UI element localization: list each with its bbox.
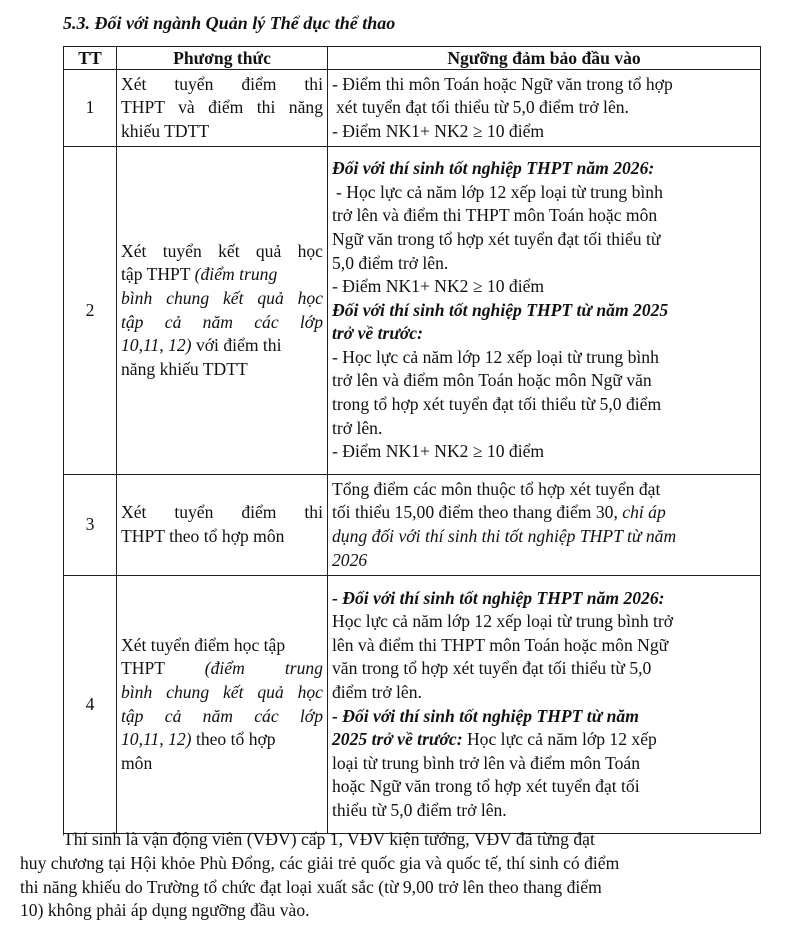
threshold-line: xét tuyển đạt tối thiểu từ 5,0 điểm trở lên.	[336, 97, 629, 118]
admission-method	[117, 576, 328, 834]
method-text-italic: (điểm trung	[204, 658, 323, 679]
threshold-line: thiểu từ 5,0 điểm trở lên.	[332, 799, 507, 820]
threshold-line: trở lên.	[332, 417, 383, 438]
threshold-line: loại từ trung bình trở lên và điểm môn Toán	[332, 752, 641, 773]
entry-threshold	[328, 70, 761, 147]
threshold-line: 5,0 điểm trở lên.	[332, 252, 449, 273]
threshold-line: - Học lực cả năm lớp 12 xếp loại từ trung bình	[336, 181, 663, 202]
threshold-subheading: - Đối với thí sinh tốt nghiệp THPT từ năm	[332, 705, 639, 726]
method-line: tập cả năm các lớp	[121, 705, 323, 726]
threshold-line: - Điểm NK1+ NK2 ≥ 10 điểm	[332, 441, 545, 462]
header-tt: TT	[64, 47, 117, 70]
method-line: THPT và điểm thi năng	[121, 97, 323, 118]
method-line	[121, 728, 323, 752]
method-line	[121, 263, 323, 287]
note-line: huy chương tại Hội khỏe Phù Đổng, các giải trẻ quốc gia và quốc tế, thí sinh có điểm	[20, 852, 620, 873]
threshold-text: tối thiểu 15,00 điểm theo thang điểm 30,	[332, 502, 618, 523]
threshold-line: - Học lực cả năm lớp 12 xếp loại từ trung bình	[332, 346, 659, 367]
row-number: 3	[64, 475, 117, 576]
table-header-row	[64, 47, 761, 70]
method-line: khiếu TDTT	[121, 120, 210, 141]
method-line: bình chung kết quả học	[121, 681, 323, 702]
threshold-text: Học lực cả năm lớp 12 xếp	[466, 729, 657, 750]
method-text: với điểm thi	[195, 335, 282, 356]
threshold-line: 2026	[332, 549, 368, 570]
method-line	[121, 334, 323, 358]
table-row	[64, 70, 761, 147]
threshold-line: dụng đối với thí sinh thi tốt nghiệp THPT từ năm	[332, 526, 677, 546]
method-line: Xét tuyển điểm thi	[121, 502, 323, 523]
threshold-subheading: Đối với thí sinh tốt nghiệp THPT từ năm 2025	[332, 299, 669, 320]
method-line: THPT theo tổ hợp môn	[121, 526, 285, 546]
threshold-text-italic: chỉ áp	[622, 502, 666, 523]
threshold-subheading: - Đối với thí sinh tốt nghiệp THPT năm 2026:	[332, 587, 665, 608]
method-line: môn	[121, 752, 153, 773]
method-line: Xét tuyển điểm thi	[121, 73, 323, 94]
threshold-line: trong tổ hợp xét tuyển đạt tối thiểu từ 5,0 điểm	[332, 394, 662, 415]
method-line: bình chung kết quả học	[121, 287, 323, 308]
note-line: Thí sinh là vận động viên (VĐV) cấp 1, VĐV kiện tướng, VĐV đã từng đạt	[63, 829, 595, 849]
threshold-line: hoặc Ngữ văn trong tổ hợp xét tuyển đạt tối	[332, 776, 640, 797]
method-line	[121, 657, 323, 681]
header-method: Phương thức	[117, 47, 328, 70]
method-text: theo tổ hợp	[195, 729, 276, 750]
threshold-line: - Điểm thi môn Toán hoặc Ngữ văn trong tổ hợp	[332, 73, 673, 94]
threshold-line: trở lên và điểm thi THPT môn Toán hoặc môn	[332, 205, 658, 226]
threshold-line: điểm trở lên.	[332, 681, 422, 702]
table-row	[64, 147, 761, 475]
method-line: tập cả năm các lớp	[121, 311, 323, 332]
table-row	[64, 475, 761, 576]
note-line: 10) không phải áp dụng ngưỡng đầu vào.	[20, 900, 310, 921]
threshold-line: - Điểm NK1+ NK2 ≥ 10 điểm	[332, 276, 545, 297]
threshold-line	[332, 728, 756, 752]
threshold-subheading-inline: 2025 trở về trước:	[332, 729, 463, 750]
method-line: Xét tuyển điểm học tập	[121, 634, 286, 655]
threshold-line: - Điểm NK1+ NK2 ≥ 10 điểm	[332, 120, 545, 141]
header-threshold: Ngưỡng đảm bảo đầu vào	[328, 47, 761, 70]
row-number: 4	[64, 576, 117, 834]
method-text: THPT	[121, 658, 165, 679]
entry-threshold	[328, 475, 761, 576]
section-heading: 5.3. Đối với ngành Quản lý Thể dục thể thao	[63, 13, 396, 33]
threshold-line	[332, 501, 756, 525]
threshold-line: trở lên và điểm môn Toán hoặc môn Ngữ văn	[332, 370, 652, 391]
threshold-line: văn trong tổ hợp xét tuyển đạt tối thiểu từ 5,0	[332, 658, 652, 679]
note-line: thi năng khiếu do Trường tổ chức đạt loại xuất sắc (từ 9,00 trở lên theo thang điểm	[20, 876, 602, 897]
row-number: 2	[64, 147, 117, 475]
threshold-subheading: trở về trước:	[332, 323, 423, 344]
threshold-line: lên và điểm thi THPT môn Toán hoặc môn Ngữ	[332, 634, 669, 655]
entry-threshold	[328, 576, 761, 834]
threshold-line: Ngữ văn trong tổ hợp xét tuyển đạt tối thiểu từ	[332, 228, 661, 249]
threshold-line: Học lực cả năm lớp 12 xếp loại từ trung bình trở	[332, 611, 674, 632]
threshold-subheading: Đối với thí sinh tốt nghiệp THPT năm 2026:	[332, 158, 655, 179]
table-row	[64, 576, 761, 834]
method-text-italic: 10,11, 12)	[121, 335, 192, 356]
row-number: 1	[64, 70, 117, 147]
threshold-line: Tổng điểm các môn thuộc tổ hợp xét tuyển đạt	[332, 478, 661, 499]
exemption-note	[0, 828, 760, 923]
admission-threshold-table	[63, 46, 761, 834]
method-text-italic: (điểm trung	[194, 264, 278, 285]
method-text: tập THPT	[121, 264, 191, 285]
method-line: năng khiếu TDTT	[121, 358, 248, 379]
method-text-italic: 10,11, 12)	[121, 729, 192, 750]
admission-method	[117, 475, 328, 576]
method-line: Xét tuyển kết quả học	[121, 240, 323, 261]
admission-method	[117, 147, 328, 475]
entry-threshold	[328, 147, 761, 475]
admission-method	[117, 70, 328, 147]
